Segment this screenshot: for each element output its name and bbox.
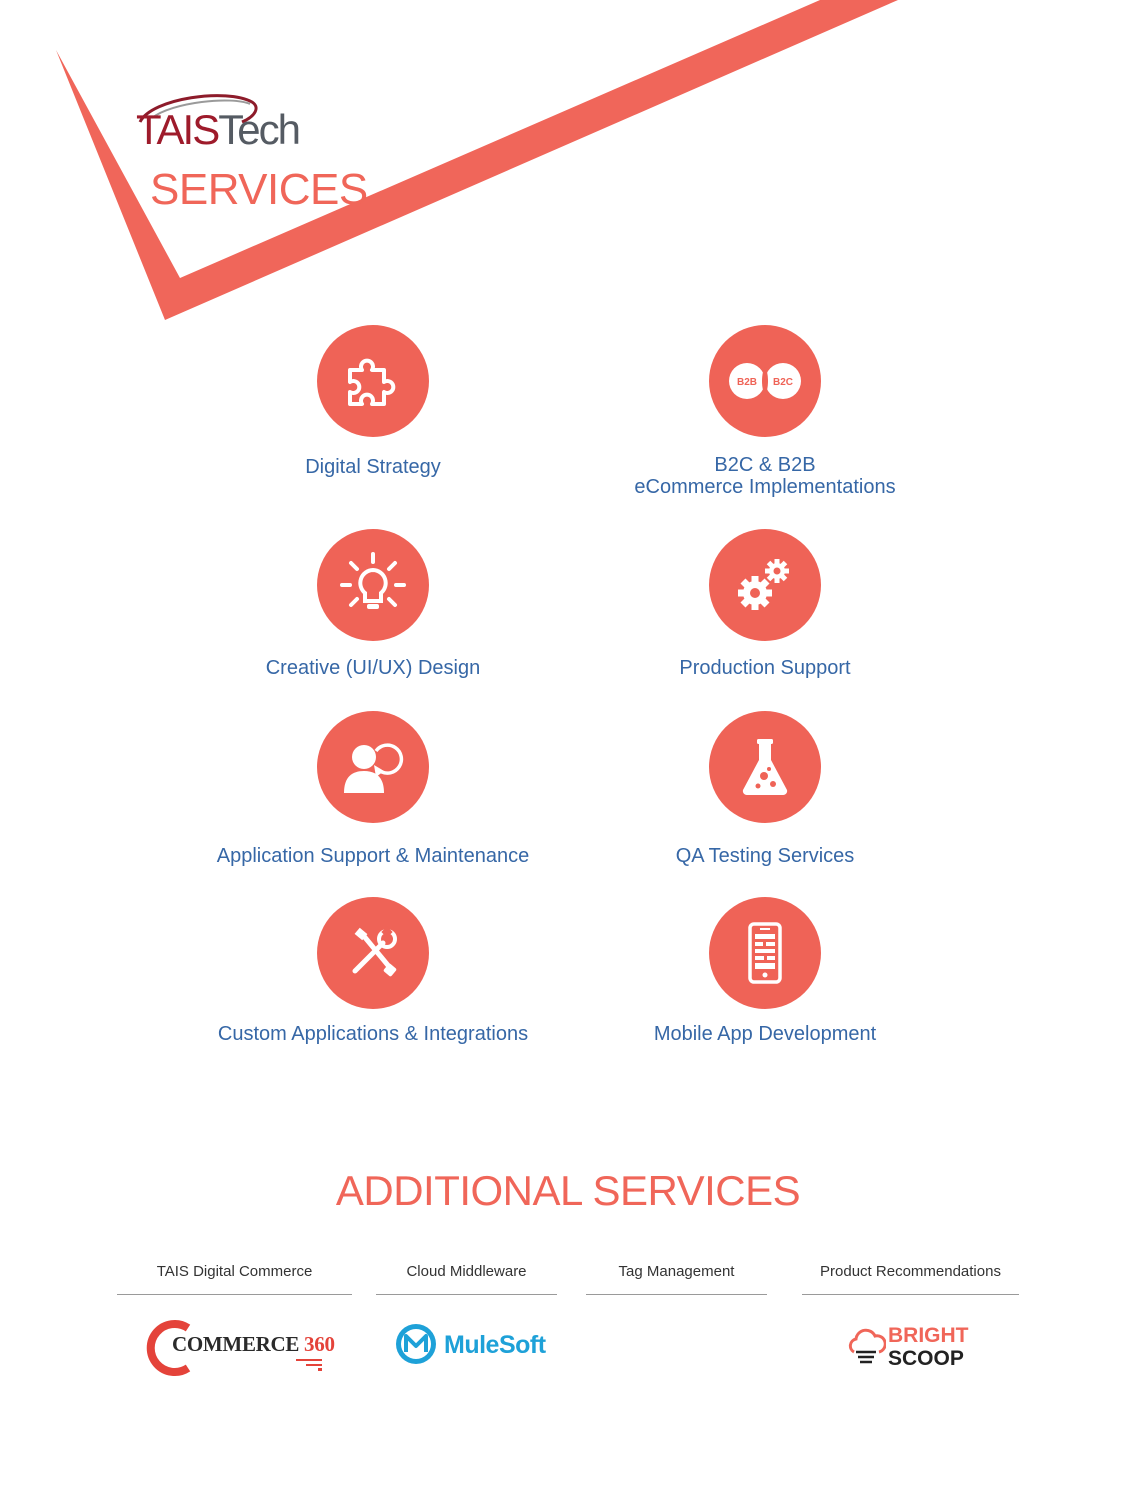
- commerce360-logo: [144, 1318, 334, 1378]
- commerce360-underline: [292, 1358, 332, 1372]
- additional-col-tag-management: [586, 1262, 767, 1295]
- logo-tech: Tech: [218, 106, 299, 153]
- mobile-icon: [745, 921, 785, 985]
- service-icon-circle: [709, 529, 821, 641]
- service-icon-circle: [709, 325, 821, 437]
- additional-col-product-recommendations: [802, 1262, 1019, 1295]
- column-label: TAIS Digital Commerce: [156, 1263, 313, 1280]
- service-label: QA Testing Services: [675, 845, 855, 867]
- brightscoop-logo: [846, 1324, 986, 1372]
- service-icon-circle: [317, 529, 429, 641]
- mulesoft-text: MuleSoft: [444, 1331, 546, 1359]
- divider: [376, 1294, 557, 1295]
- logo-tais: TAIS: [136, 106, 219, 153]
- puzzle-icon: [342, 350, 404, 412]
- brightscoop-line2: SCOOP: [888, 1347, 964, 1370]
- divider: [117, 1294, 352, 1295]
- service-qa-testing: [555, 711, 975, 867]
- service-custom-applications: [163, 897, 583, 1045]
- mulesoft-m-mark: [394, 1322, 438, 1366]
- service-label: Creative (UI/UX) Design: [265, 657, 481, 679]
- lightbulb-icon: [338, 550, 408, 620]
- additional-col-cloud-middleware: [376, 1262, 557, 1295]
- brightscoop-line1: BRIGHT: [888, 1324, 969, 1347]
- flask-icon: [738, 736, 792, 798]
- b2c-label: B2C: [772, 377, 794, 388]
- service-label: Production Support: [679, 657, 851, 679]
- column-label: Tag Management: [618, 1263, 735, 1280]
- column-label: Product Recommendations: [820, 1263, 1001, 1280]
- service-icon-circle: [317, 897, 429, 1009]
- service-icon-circle: [709, 897, 821, 1009]
- additional-col-digital-commerce: [117, 1262, 352, 1295]
- tais-tech-logo: [132, 92, 312, 156]
- commerce360-number: 360: [304, 1332, 335, 1356]
- service-icon-circle: [317, 711, 429, 823]
- service-creative-design: [163, 529, 583, 679]
- user-refresh-icon: [340, 737, 406, 797]
- service-label: Digital Strategy: [305, 456, 441, 478]
- service-production-support: [555, 529, 975, 679]
- service-ecommerce: [555, 325, 975, 498]
- service-icon-circle: [317, 325, 429, 437]
- tools-icon: [345, 925, 401, 981]
- service-mobile-app: [555, 897, 975, 1045]
- brightscoop-cloud-mark: [846, 1326, 886, 1368]
- b2b-b2c-icon: [725, 361, 805, 401]
- service-icon-circle: [709, 711, 821, 823]
- services-title: SERVICES: [150, 165, 368, 214]
- divider: [802, 1294, 1019, 1295]
- additional-services-title: ADDITIONAL SERVICES: [335, 1167, 801, 1214]
- mulesoft-logo: [394, 1322, 544, 1368]
- b2b-label: B2B: [736, 377, 758, 388]
- gears-icon: [733, 553, 797, 617]
- service-digital-strategy: [163, 325, 583, 478]
- service-label: B2C & B2B eCommerce Implementations: [634, 454, 896, 498]
- service-label: Custom Applications & Integrations: [217, 1023, 529, 1045]
- service-application-support: [163, 711, 583, 867]
- commerce360-text: COMMERCE: [172, 1332, 300, 1356]
- divider: [586, 1294, 767, 1295]
- column-label: Cloud Middleware: [406, 1263, 527, 1280]
- service-label: Application Support & Maintenance: [216, 845, 530, 867]
- service-label: Mobile App Development: [653, 1023, 877, 1045]
